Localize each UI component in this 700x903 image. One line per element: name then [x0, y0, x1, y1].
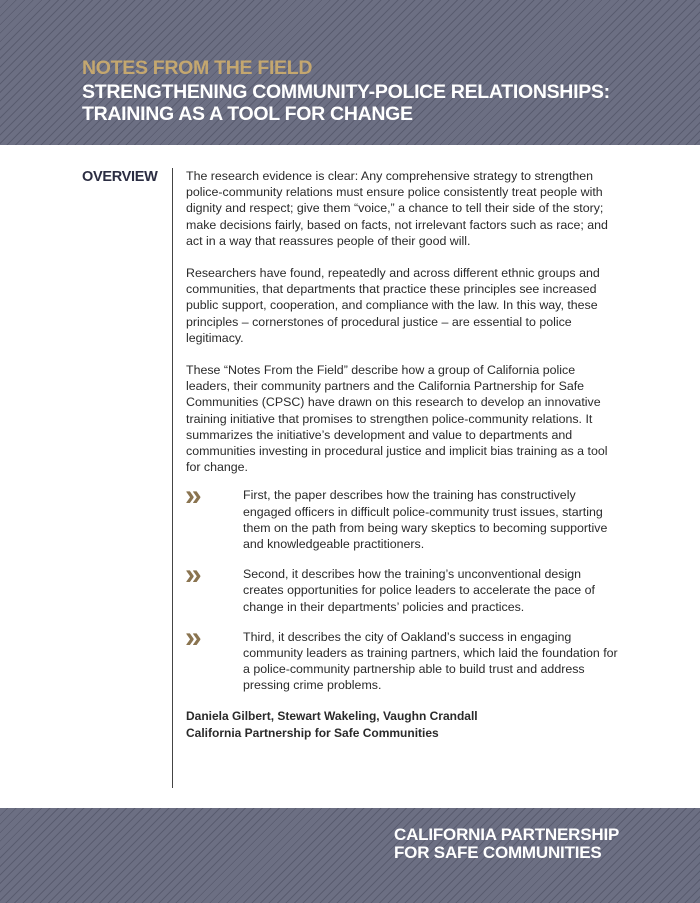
authors — [186, 708, 618, 742]
title-line-1: STRENGTHENING COMMUNITY-POLICE RELATIONSHIPS: — [82, 81, 610, 103]
title-line-2: TRAINING AS A TOOL FOR CHANGE — [82, 103, 413, 125]
chevron-icon: » — [185, 558, 202, 592]
overview-body — [186, 168, 618, 742]
bullet-text: Second, it describes how the training’s unconventional design creates opportunities for police leaders to accelerate the pace of change in their departments’ policies and practices. — [243, 567, 595, 614]
bullet-item — [185, 479, 618, 552]
author-names: Daniela Gilbert, Stewart Wakeling, Vaughn Crandall — [186, 708, 478, 723]
paragraph: The research evidence is clear: Any comprehensive strategy to strengthen police-community relations must ensure police consistently treat people with dignity and respect; give them “voice,” a chance to tell their side of the story; make decisions fairly, based on facts, not irrelevant factors such as race; and act in a way that reassures people of their good will. — [186, 169, 608, 248]
section-label: OVERVIEW — [82, 169, 158, 185]
kicker: NOTES FROM THE FIELD — [82, 57, 313, 79]
brand-line-2: FOR SAFE COMMUNITIES — [394, 843, 602, 862]
paragraph: These “Notes From the Field” describe how a group of California police leaders, their community partners and the California Partnership for Safe Communities (CPSC) have drawn on this research to develop an innovative training initiative that promises to strengthen police-community relations. It summarizes the initiative’s development and value to departments and communities investing in procedural justice and implicit bias training as a tool for change. — [186, 363, 608, 475]
bullet-item — [185, 558, 618, 615]
bullet-text: Third, it describes the city of Oakland’s success in engaging community leaders as training partners, which laid the foundation for a police-community partnership able to build trust and address pressing crime problems. — [243, 629, 618, 693]
chevron-icon: » — [185, 620, 202, 654]
paragraph: Researchers have found, repeatedly and across different ethnic groups and communities, that departments that practice these principles see increased public support, cooperation, and compliance with the law. In this way, these principles – cornerstones of procedural justice – are essential to police legitimacy. — [186, 266, 600, 345]
bullet-item — [185, 620, 618, 694]
page-title — [82, 81, 610, 125]
brand-line-1: CALIFORNIA PARTNERSHIP — [394, 825, 620, 844]
bullet-text: First, the paper describes how the training has constructively engaged officers in difficult police-community trust issues, starting them on the path from being wary skeptics to becoming supportive and knowledgeable practitioners. — [243, 488, 608, 552]
brand-logo — [394, 826, 619, 862]
divider — [172, 168, 173, 788]
author-org: California Partnership for Safe Communities — [186, 725, 439, 740]
header-band — [0, 0, 700, 145]
chevron-icon: » — [185, 479, 202, 513]
